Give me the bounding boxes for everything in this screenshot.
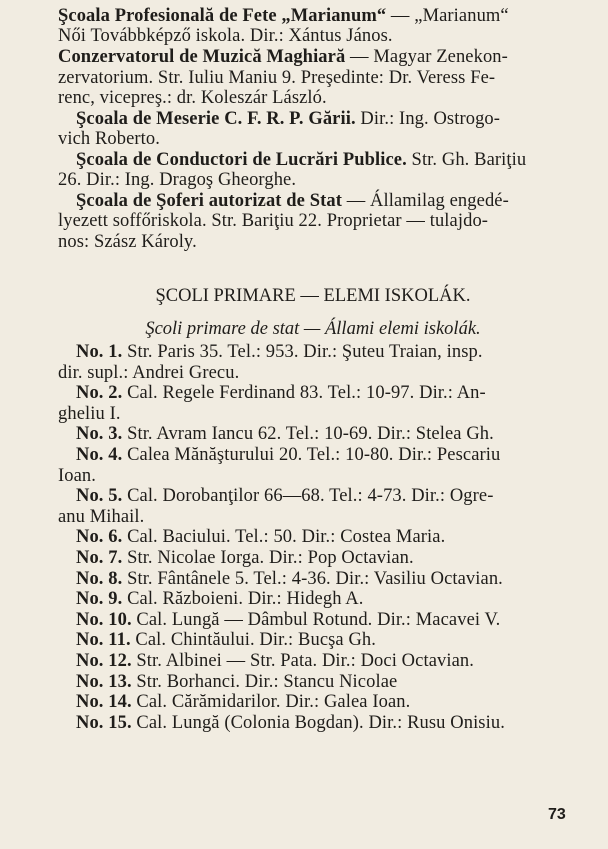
school-details: Str. Fântânele 5. Tel.: 4-36. Dir.: Vasiliu Octavian. bbox=[122, 569, 503, 589]
school-details: Ioan. bbox=[58, 466, 96, 486]
entry-public-works-line-2: 26. Dir.: Ing. Dragoş Gheorghe. bbox=[58, 170, 297, 190]
school-details: Cal. Cărămidarilor. Dir.: Galea Ioan. bbox=[131, 692, 411, 712]
school-number: No. 14. bbox=[76, 692, 132, 712]
school-number: No. 3. bbox=[76, 424, 123, 444]
school-number: No. 4. bbox=[76, 445, 123, 465]
entry-conservatory-line-1: Conzervatorul de Muzică Maghiară — Magyar Zenekon- bbox=[58, 47, 508, 67]
entry-crafts-line-1: Şcoala de Meserie C. F. R. P. Gării. Dir.: Ing. Ostrogo- bbox=[76, 109, 501, 129]
school-number: No. 10. bbox=[76, 610, 132, 630]
list-item bbox=[76, 630, 376, 650]
school-details: Cal. Baciului. Tel.: 50. Dir.: Costea Maria. bbox=[122, 527, 446, 547]
school-details: Str. Paris 35. Tel.: 953. Dir.: Şuteu Traian, insp. bbox=[122, 342, 483, 362]
school-details: Cal. Regele Ferdinand 83. Tel.: 10-97. Dir.: An- bbox=[122, 383, 486, 403]
school-number: No. 15. bbox=[76, 713, 132, 733]
list-item bbox=[76, 672, 397, 692]
school-details: Cal. Chintăului. Dir.: Bucşa Gh. bbox=[130, 630, 376, 650]
section-title: ŞCOLI PRIMARE — ELEMI ISKOLÁK. bbox=[155, 286, 471, 306]
school-details: anu Mihail. bbox=[58, 507, 145, 527]
school-details: Str. Nicolae Iorga. Dir.: Pop Octavian. bbox=[122, 548, 414, 568]
entry-marianum-line-2: Női Továbbképző iskola. Dir.: Xántus János. bbox=[58, 26, 393, 46]
list-item bbox=[76, 713, 505, 733]
school-name: Şcoala de Conductori de Lucrări Publice. bbox=[76, 150, 407, 170]
school-details: Str. Albinei — Str. Pata. Dir.: Doci Octavian. bbox=[131, 651, 474, 671]
school-name: Şcoala de Şoferi autorizat de Stat bbox=[76, 191, 342, 211]
entry-drivers-line-3: nos: Szász Károly. bbox=[58, 232, 197, 252]
list-item bbox=[76, 527, 445, 547]
school-name: Conzervatorul de Muzică Maghiară bbox=[58, 47, 346, 67]
entry-marianum-line-1: Şcoala Profesională de Fete „Marianum“ — „Marianum“ bbox=[58, 6, 509, 26]
list-item-continuation bbox=[58, 404, 121, 424]
school-details: Cal. Războieni. Dir.: Hidegh A. bbox=[122, 589, 364, 609]
list-item bbox=[76, 692, 410, 712]
list-item-continuation bbox=[58, 363, 239, 383]
school-details: Cal. Dorobanţilor 66—68. Tel.: 4-73. Dir.: Ogre- bbox=[122, 486, 494, 506]
school-number: No. 1. bbox=[76, 342, 123, 362]
school-details: Str. Borhanci. Dir.: Stancu Nicolae bbox=[131, 672, 398, 692]
list-item bbox=[76, 383, 486, 403]
school-number: No. 12. bbox=[76, 651, 132, 671]
page-number: 73 bbox=[548, 806, 566, 823]
entry-public-works-line-1: Şcoala de Conductori de Lucrări Publice. Str. Gh. Bariţiu bbox=[76, 150, 527, 170]
entry-crafts-line-2: vich Roberto. bbox=[58, 129, 161, 149]
school-name: Şcoala Profesională de Fete „Marianum“ bbox=[58, 6, 387, 26]
school-number: No. 7. bbox=[76, 548, 123, 568]
school-number: No. 2. bbox=[76, 383, 123, 403]
school-details: Calea Mănăşturului 20. Tel.: 10-80. Dir.: Pescariu bbox=[122, 445, 501, 465]
list-item bbox=[76, 651, 474, 671]
list-item bbox=[76, 589, 363, 609]
school-number: No. 8. bbox=[76, 569, 123, 589]
school-details: dir. supl.: Andrei Grecu. bbox=[58, 363, 240, 383]
school-details: Cal. Lungă (Colonia Bogdan). Dir.: Rusu Onisiu. bbox=[131, 713, 505, 733]
school-number: No. 11. bbox=[76, 630, 131, 650]
school-number: No. 9. bbox=[76, 589, 123, 609]
list-item bbox=[76, 548, 414, 568]
school-number: No. 5. bbox=[76, 486, 123, 506]
section-subtitle: Şcoli primare de stat — Állami elemi iskolák. bbox=[145, 319, 481, 339]
school-name: Şcoala de Meserie C. F. R. P. Gării. bbox=[76, 109, 356, 129]
list-item-continuation bbox=[58, 466, 96, 486]
entry-conservatory-line-2: zervatorium. Str. Iuliu Maniu 9. Preşedinte: Dr. Veress Fe- bbox=[58, 68, 496, 88]
entry-conservatory-line-3: renc, vicepreş.: dr. Koleszár László. bbox=[58, 88, 327, 108]
school-details: Cal. Lungă — Dâmbul Rotund. Dir.: Macavei V. bbox=[131, 610, 501, 630]
school-number: No. 6. bbox=[76, 527, 123, 547]
list-item bbox=[76, 445, 500, 465]
list-item-continuation bbox=[58, 507, 144, 527]
list-item bbox=[76, 610, 500, 630]
school-number: No. 13. bbox=[76, 672, 132, 692]
list-item bbox=[76, 424, 494, 444]
list-item bbox=[76, 486, 494, 506]
school-details: gheliu I. bbox=[58, 404, 121, 424]
entry-drivers-line-2: lyezett soffőriskola. Str. Bariţiu 22. Proprietar — tulajdo- bbox=[58, 211, 489, 231]
list-item bbox=[76, 342, 483, 362]
school-details: Str. Avram Iancu 62. Tel.: 10-69. Dir.: Stelea Gh. bbox=[122, 424, 494, 444]
list-item bbox=[76, 569, 503, 589]
entry-drivers-line-1: Şcoala de Şoferi autorizat de Stat — Államilag engedé- bbox=[76, 191, 509, 211]
